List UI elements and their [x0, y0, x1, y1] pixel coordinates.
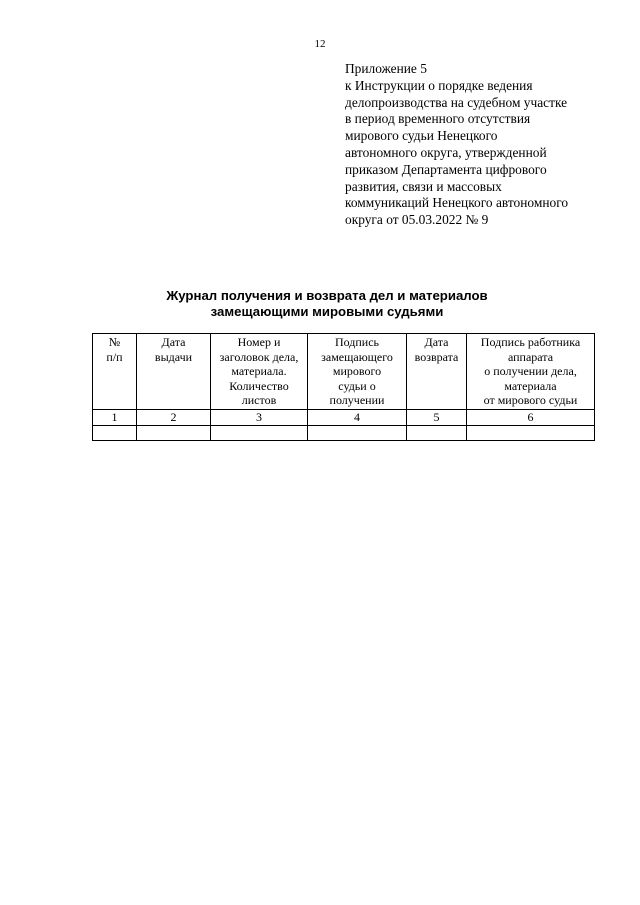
table-header-row — [93, 334, 595, 410]
column-header-return-date: Дата возврата — [407, 334, 467, 410]
journal-table — [92, 333, 595, 441]
column-header-number: № п/п — [93, 334, 137, 410]
table-cell — [211, 425, 308, 440]
page-number: 12 — [314, 38, 326, 50]
appendix-line: к Инструкции о порядке ведения — [345, 77, 533, 93]
appendix-line: в период временного отсутствия — [345, 111, 531, 127]
table-cell — [308, 425, 407, 440]
table-numbering-row — [93, 410, 595, 426]
journal-title — [92, 288, 562, 320]
appendix-line: Приложение 5 — [345, 61, 427, 76]
appendix-line: делопроизводства на судебном участке — [345, 94, 568, 110]
appendix-line: приказом Департамента цифрового — [345, 161, 547, 177]
table-cell: 5 — [407, 410, 467, 426]
table-cell: 1 — [93, 410, 137, 426]
column-header-staff-signature: Подпись работника аппарата о получении дела, материала от мирового судьи — [467, 334, 595, 410]
appendix-line: округа от 05.03.2022 № 9 — [345, 212, 489, 228]
table-cell — [137, 425, 211, 440]
appendix-line: мирового судьи Ненецкого — [345, 128, 498, 144]
appendix-note — [345, 61, 615, 229]
table-cell: 2 — [137, 410, 211, 426]
column-header-judge-signature: Подпись замещающего мирового судьи о получении — [308, 334, 407, 410]
table-cell: 6 — [467, 410, 595, 426]
column-header-issue-date: Дата выдачи — [137, 334, 211, 410]
table-cell — [407, 425, 467, 440]
appendix-line: коммуникаций Ненецкого автономного — [345, 195, 569, 211]
journal-title-line: Журнал получения и возврата дел и материалов — [166, 288, 488, 303]
appendix-line: развития, связи и массовых — [345, 178, 502, 194]
table-cell: 3 — [211, 410, 308, 426]
table-cell — [467, 425, 595, 440]
column-header-case-title: Номер и заголовок дела, материала. Количество листов — [211, 334, 308, 410]
journal-title-line: замещающими мировыми судьями — [210, 304, 444, 319]
table-cell — [93, 425, 137, 440]
table-cell: 4 — [308, 410, 407, 426]
table-row — [93, 425, 595, 440]
appendix-line: автономного округа, утвержденной — [345, 144, 547, 160]
